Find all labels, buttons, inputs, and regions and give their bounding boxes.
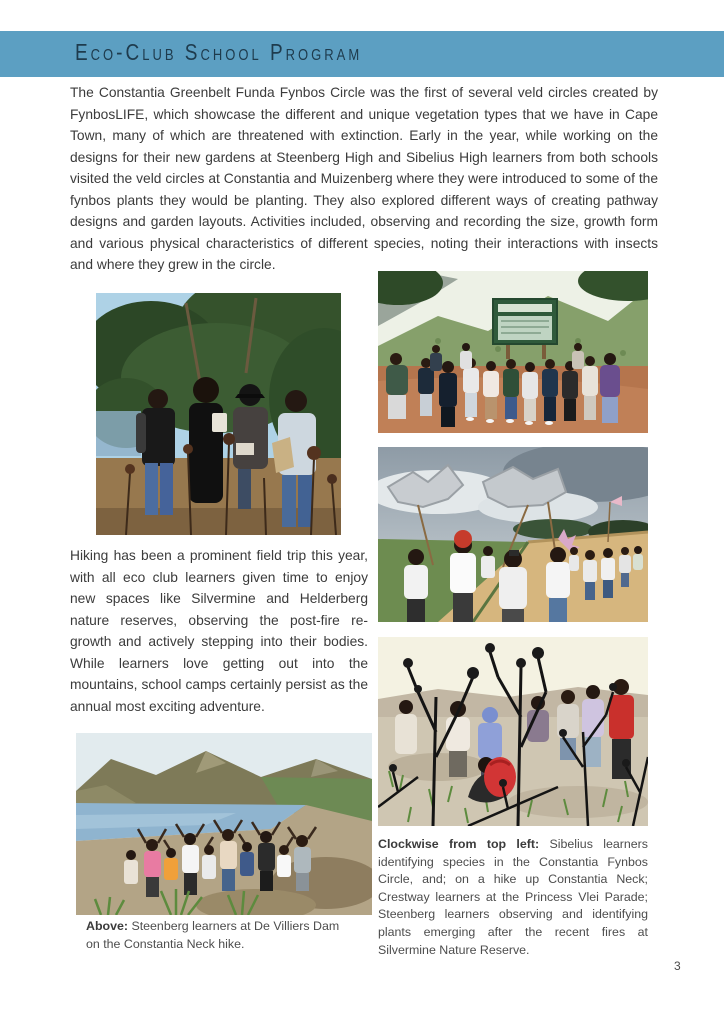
header-band [0,31,724,77]
caption-dam [86,917,354,953]
page-number: 3 [674,959,681,973]
caption-dam-lead: Above: [86,919,128,933]
photo-vlei-parade [378,447,648,622]
photo-learners-identifying [96,293,341,535]
photo-vlei-parade-graphic [378,447,648,622]
photo-burnt-fynbos-graphic [378,637,648,826]
intro-paragraph: The Constantia Greenbelt Funda Fynbos Circle was the first of several veld circles created by FynbosLIFE, which showcase the different and unique vegetation types that we have in Cape Town, many of which are threatened with extinction. Early in the year, while working on the designs for their new gardens at Steenberg High and Sibelius High learners from both schools visited the veld circles at Constantia and Muizenberg where they were introduced to some of the fynbos plants they would be planting. They also explored different ways of creating pathway designs and garden layouts. Activities included, observing and recording the size, growth form and various physical characteristics of different species, noting their interactions with insects and where they grew in the circle. [70,85,658,272]
photo-learners-identifying-graphic [96,293,341,535]
caption-clockwise-lead: Clockwise from top left: [378,837,540,851]
caption-clockwise [378,836,648,959]
photo-group-at-sign [378,271,648,433]
photo-group-at-sign-graphic [378,271,648,433]
caption-dam-text: Steenberg learners at De Villiers Dam on the Constantia Neck hike. [86,919,340,951]
photo-burnt-fynbos [378,637,648,826]
photo-dam-group [76,733,372,915]
page-title: Eco-Club School Program [75,40,363,66]
photo-dam-group-graphic [76,733,372,915]
hiking-paragraph: Hiking has been a prominent field trip this year, with all eco club learners given time to enjoy new spaces like Silvermine and Helderberg nature reserves, observing the post-fire re-growth and actively stepping into their bodies. While learners love getting out into the mountains, school camps certainly persist as the annual most exciting adventure. [70,548,368,714]
caption-clockwise-text: Sibelius learners identifying species in the Constantia Fynbos Circle, and; on a hike up Constantia Neck; Crestway learners at the Princess Vlei Parade; Steenberg learners observing and identifying plants emerging after the recent fires at Silvermine Nature Reserve. [378,837,648,957]
